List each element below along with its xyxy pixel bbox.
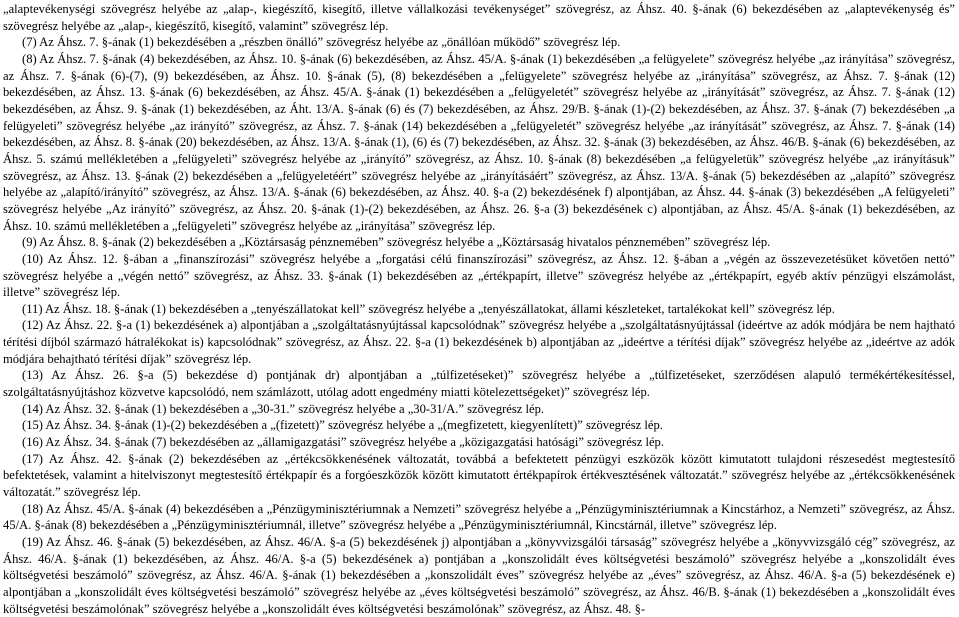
paragraph-8: (8) Az Áhsz. 7. §-ának (4) bekezdésében, az Áhsz. 10. §-ának (6) bekezdésében, az Áhsz. 45/A. §-ának (1) bekezdésében „a felügyelete” szövegrész helyébe „az irányítása” szövegrész, az Áhsz. 7. §-ának (6)-(7), (9) bekezdésében, az Áhsz. 10. §-ának (5), (8) bekezdésében a „felügyelete” szövegrész helyébe az „irányítása” szövegrész, az Áhsz. 7. §-ának (12) bekezdésében, az Áhsz. 13. §-ának (6) bekezdésében, az Áhsz. 45/A. §-ának (1) bekezdésében a „felügyeletét” szövegrész helyébe az „irányítását” szövegrész, az Áhsz. 7. §-ának (12) bekezdésében, az Áhsz. 9. §-ának (1) bekezdésében, az Áht. 13/A. §-ának (6) és (7) bekezdésében, az Áhsz. 29/B. §-ának (1)-(2) bekezdésében, az Áhsz. 37. §-ának (7) bekezdésében „a felügyeleti” szövegrész helyébe „az irányító” szövegrész, az Áhsz. 7. §-ának (14) bekezdésében a „felügyeletét” szövegrész helyébe „az irányítását” szövegrész, az Áhsz. 7. §-ának (14) bekezdésében, az Áhsz. 8. §-ának (20) bekezdésében, az Áhsz. 13/A. §-ának (1), (6) és (7) bekezdésében, az Áhsz. 32. §-ának (3) bekezdésében, az Áhsz. 46/B. §-ának (6) bekezdésében, az Áhsz. 5. számú mellékletében a „felügyeleti” szövegrész helyébe az „irányító” szövegrész, az Áhsz. 10. §-ának (8) bekezdésében „a felügyeletük” szövegrész helyébe „az irányításuk” szövegrész, az Áhsz. 13. §-ának (2) bekezdésében a „felügyeletéért” szövegrész helyébe az „irányításáért” szövegrész, az Áhsz. 13/A. §-ának (5) bekezdésében az „alapító” szövegrész helyébe az „alapító/irányító” szövegrész, az Áhsz. 13/A. §-ának (6) bekezdésében, az Áhsz. 40. §-a (2) bekezdésének f) alpontjában, az Áhsz. 44. §-ának (3) bekezdésében „A felügyeleti” szövegrész helyébe „Az irányító” szövegrész, az Áhsz. 20. §-ának (1)-(2) bekezdésében, az Áhsz. 26. §-a (3) bekezdésének c) alpontjában, az Áhsz. 45/A. §-ának (1) bekezdésében, az Áhsz. 10. számú mellékletében a „felügyeleti” szövegrész helyébe az „irányítása” szövegrész lép.: [3, 51, 955, 233]
paragraph-9: (9) Az Áhsz. 8. §-ának (2) bekezdésében a „Köztársaság pénznemében” szövegrész helyébe a „Köztársaság hivatalos pénznemében” szövegrész lép.: [22, 235, 771, 250]
paragraph-11: (11) Az Áhsz. 18. §-ának (1) bekezdésében a „tenyészállatokat kell” szövegrész helyébe a „tenyészállatokat, állami készleteket, tartalékokat kell” szövegrész lép.: [22, 301, 835, 316]
paragraph-15: (15) Az Áhsz. 34. §-ának (1)-(2) bekezdésében a „(fizetett)” szövegrész helyébe a „(megfizetett, kiegyenlített)” szövegrész lép.: [22, 418, 663, 433]
paragraph-19: (19) Az Áhsz. 46. §-ának (5) bekezdésében, az Áhsz. 46/A. §-a (5) bekezdésének j) alpontjában a „könyvvizsgálói társaság” szövegrész helyébe a „könyvvizsgáló cég” szövegrész, az Áhsz. 46/A. §-ának (1) bekezdésében, az Áhsz. 46/A. §-a (5) bekezdésének a) pontjában a „konszolidált éves költségvetési beszámoló” szövegrész helyébe a „konszolidált éves költségvetési beszámoló” szövegrész, az Áhsz. 46/A. §-ának (1) bekezdésében a „konszolidált éves” szövegrész helyébe az „éves” szövegrész, az Áhsz. 46/A. §-a (5) bekezdésének e) alpontjában a „konszolidált éves költségvetési beszámoló” szövegrész helyébe az „éves költségvetési beszámoló” szövegrész, az Áhsz. 46/B. §-ának (1) bekezdésében a „konszolidált éves költségvetési beszámolónak” szövegrész helyébe a „konszolidált éves költségvetési beszámolónak” szövegrész, az Áhsz. 48. §-: [3, 535, 955, 616]
paragraph-14: (14) Az Áhsz. 32. §-ának (1) bekezdésében a „30-31.” szövegrész helyébe a „30-31/A.” szövegrész lép.: [22, 401, 545, 416]
paragraph-10: (10) Az Áhsz. 12. §-ában a „finanszírozási” szövegrész helyébe a „forgatási célú finanszírozási” szövegrész, az Áhsz. 12. §-ában a „végén az összevezetésüket követően nettó” szövegrész helyébe a „végén nettó” szövegrész, az Áhsz. 33. §-ának (1) bekezdésében az „értékpapírt, illetve” szövegrész helyébe az „értékpapírt, egyéb aktív pénzügyi elszámolást, illetve” szövegrész lép.: [3, 251, 955, 300]
paragraph: „alaptevékenységi szövegrész helyébe az „alap-, kiegészítő, kisegítő, illetve vállalkozási tevékenységet” szövegrész, az Áhsz. 40. §-ának (6) bekezdésében az „alaptevékenység és” szövegrész helyébe az „alap-, kiegészítő, kisegítő, valamint” szövegrész lép.: [3, 2, 955, 33]
paragraph-16: (16) Az Áhsz. 34. §-ának (7) bekezdésében az „államigazgatási” szövegrész helyébe a „közigazgatási hatósági” szövegrész lép.: [22, 435, 664, 450]
paragraph-18: (18) Az Áhsz. 45/A. §-ának (4) bekezdésében a „Pénzügyminisztériumnak a Nemzeti” szövegrész helyébe a „Pénzügyminisztériumnak a Kincstárhoz, a Nemzeti” szövegrész, az Áhsz. 45/A. §-ának (8) bekezdésében a „Pénzügyminisztériumnál, illetve” szövegrész helyébe a „Pénzügyminisztériumnál, Kincstárnál, illetve” szövegrész lép.: [3, 501, 955, 533]
document-page: [3, 1, 955, 617]
paragraph-17: (17) Az Áhsz. 42. §-ának (2) bekezdésében az „értékcsökkenésének változatát, továbbá a befektetett pénzügyi eszközök között kimutatott tulajdoni részesedést megtestesítő befektetések, valamint a hitelviszonyt megtestesítő értékpapír és a forgóeszközök között kimutatott értékpapírok értékvesztésének változatát.” szövegrész helyébe az „értékcsökkenésének változatát.” szövegrész lép.: [3, 451, 955, 500]
paragraph-7: (7) Az Áhsz. 7. §-ának (1) bekezdésében a „részben önálló” szövegrész helyébe az „önállóan működő” szövegrész lép.: [22, 35, 621, 50]
paragraph-12: (12) Az Áhsz. 22. §-a (1) bekezdésének a) alpontjában a „szolgáltatásnyújtással kapcsolódnak” szövegrész helyébe a „szolgáltatásnyújtással (ideértve az adók módjára be nem hajtható térítési díjból származó hátralékokat is) kapcsolódnak” szövegrész, az Áhsz. 22. §-a (1) bekezdésének b) alpontjában az „ideértve a térítési díjak” szövegrész helyébe az „ideértve az adók módjára behajtható térítési díjak” szövegrész lép.: [3, 318, 955, 366]
paragraph-13: (13) Az Áhsz. 26. §-a (5) bekezdése d) pontjának dr) alpontjában a „túlfizetéseket)” szövegrész helyébe a „túlfizetéseket, szerződésen alapuló termékértékesítéssel, szolgáltatásnyújtáshoz közvetve kapcsolódó, nem számlázott, utólag adott engedmény miatti kötelezettségeket)” szövegrész lép.: [3, 368, 955, 400]
